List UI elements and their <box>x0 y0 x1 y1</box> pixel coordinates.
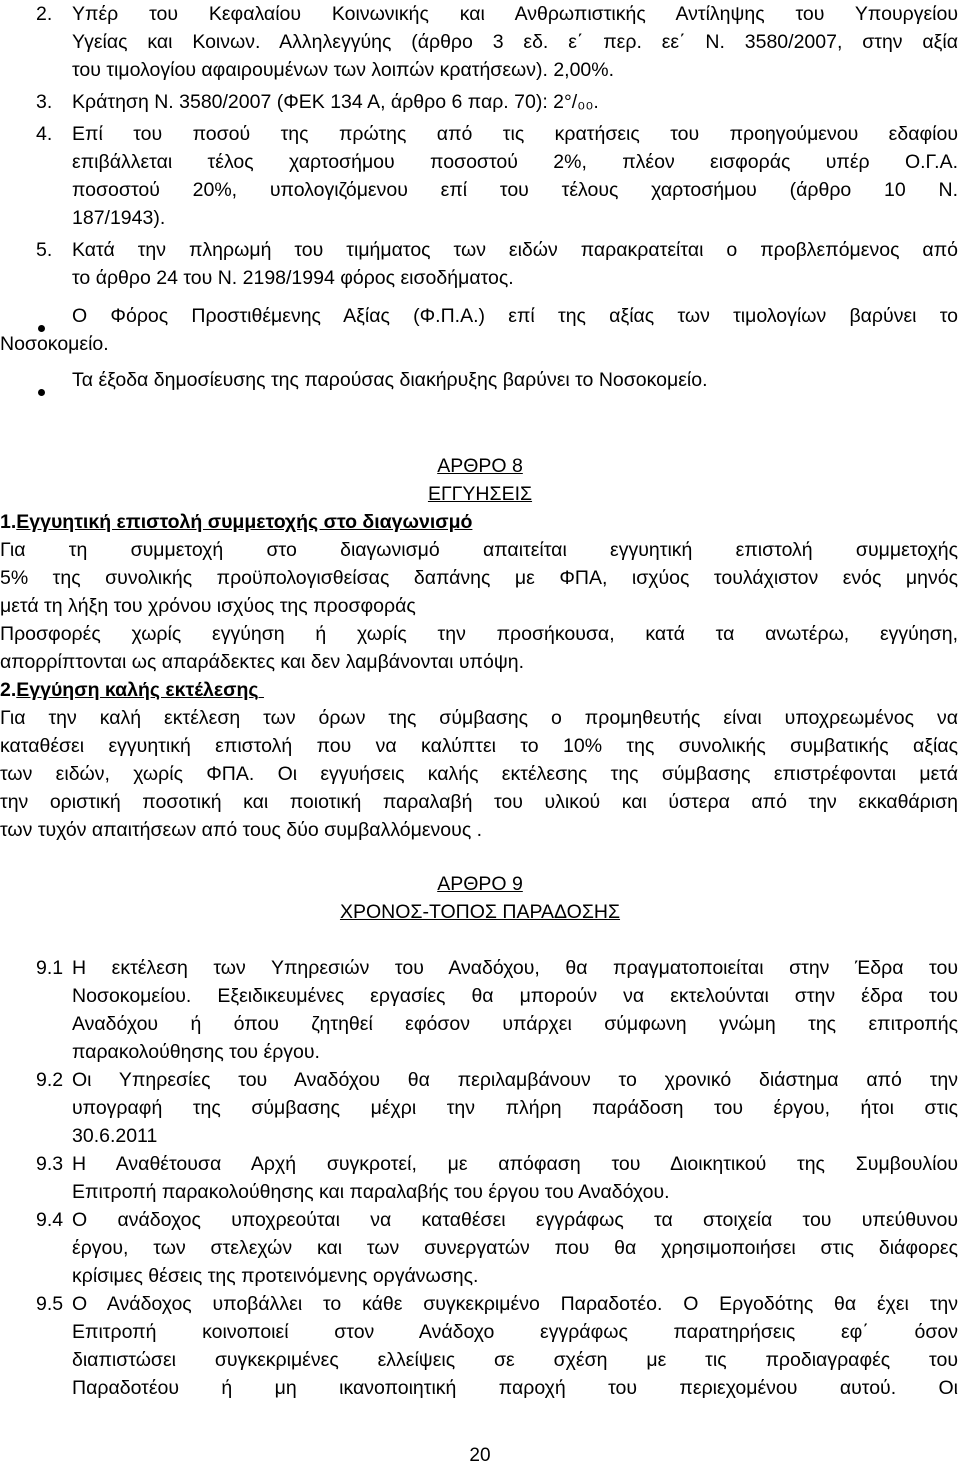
section-1-body <box>0 536 958 676</box>
paragraph-line: Προσφορές χωρίς εγγύηση ή χωρίς την προσήκουσα, κατά τα ανωτέρω, εγγύηση, <box>0 623 958 645</box>
item-line: διαπιστώσει συγκεκριμένες ελλείψεις σε σχέση με τις προδιαγραφές του <box>72 1349 958 1371</box>
item-line: έργου, των στελεχών και των συνεργατών που θα χρησιμοποιήσει στις διάφορες <box>72 1237 958 1259</box>
item-line: επιβάλλεται τέλος χαρτοσήμου ποσοστού 2%, πλέον εισφοράς υπέρ Ο.Γ.Α. <box>72 151 958 173</box>
item-line: κρίσιμες θέσεις της προτεινόμενης οργάνωσης. <box>72 1265 479 1287</box>
bullet-line: Τα έξοδα δημοσίευσης της παρούσας διακήρυξης βαρύνει το Νοσοκομείο. <box>72 369 708 391</box>
item-line: ποσοστού 20%, υπολογιζόμενου επί του τέλους χαρτοσήμου (άρθρο 10 Ν. <box>72 179 958 201</box>
item-number: 2. <box>36 3 53 25</box>
item-number: 4. <box>36 123 53 145</box>
item-line: Ο ανάδοχος υποχρεούται να καταθέσει εγγράφως τα στοιχεία του υπεύθυνου <box>72 1209 958 1231</box>
paragraph-line: απορρίπτονται ως απαράδεκτες και δεν λαμβάνονται υπόψη. <box>0 651 525 673</box>
bullet-line: Ο Φόρος Προστιθέμενης Αξίας (Φ.Π.Α.) επί της αξίας των τιμολογίων βαρύνει το <box>72 305 958 327</box>
section-2-body <box>0 704 958 844</box>
item-line: Κράτηση Ν. 3580/2007 (ΦΕΚ 134 Α, άρθρο 6 παρ. 70): 2°/₀₀. <box>72 91 599 113</box>
paragraph-line: των τυχόν απαιτήσεων από τους δύο συμβαλλόμενους . <box>0 819 483 841</box>
page-number: 20 <box>469 1445 491 1466</box>
section-title: Εγγυητική επιστολή συμμετοχής στο διαγωνισμό <box>16 511 473 533</box>
paragraph-line: Για τη συμμετοχή στο διαγωνισμό απαιτείται εγγυητική επιστολή συμμετοχής <box>0 539 958 561</box>
item-line: Υγείας και Κοινων. Αλληλεγγύης (άρθρο 3 εδ. ε΄ περ. εε΄ Ν. 3580/2007, στην αξία <box>72 31 958 53</box>
item-number: 9.2 <box>36 1069 64 1091</box>
item-number: 9.5 <box>36 1293 64 1315</box>
paragraph-line: Για την καλή εκτέλεση των όρων της σύμβασης ο προμηθευτής είναι υποχρεωμένος να <box>0 707 958 729</box>
item-line: Νοσοκομείου. Εξειδικευμένες εργασίες θα μπορούν να εκτελούνται στην έδρα του <box>72 985 958 1007</box>
item-line: παρακολούθησης του έργου. <box>72 1041 320 1063</box>
article-9-title: ΧΡΟΝΟΣ-ΤΟΠΟΣ ΠΑΡΑΔΟΣΗΣ <box>339 901 621 923</box>
item-line: 187/1943). <box>72 207 166 229</box>
bullet-line: Νοσοκομείο. <box>0 333 109 355</box>
paragraph-line: 5% της συνολικής προϋπολογισθείσας δαπάνης με ΦΠΑ, ισχύος τουλάχιστον ενός μηνός <box>0 567 958 589</box>
item-line: Η εκτέλεση των Υπηρεσιών του Αναδόχου, θα πραγματοποιείται στην Έδρα του <box>72 957 958 979</box>
item-line: Επιτροπή παρακολούθησης και παραλαβής του έργου του Αναδόχου. <box>72 1181 670 1203</box>
item-line: το άρθρο 24 του Ν. 2198/1994 φόρος εισοδήματος. <box>72 267 514 289</box>
item-line: Αναδόχου ή όπου ζητηθεί εφόσον υπάρχει σύμφωνη γνώμη της επιτροπής <box>72 1013 958 1035</box>
article-8-heading: ΑΡΘΡΟ 8 <box>437 455 523 477</box>
item-line: Οι Υπηρεσίες του Αναδόχου θα περιλαμβάνουν το χρονικό διάστημα από την <box>72 1069 958 1091</box>
paragraph-line: μετά τη λήξη του χρόνου ισχύος της προσφοράς <box>0 595 416 617</box>
section-1-heading <box>0 508 958 536</box>
paragraph-line: καταθέσει εγγυητική επιστολή που να καλύπτει το 10% της συνολικής συμβατικής αξίας <box>0 735 958 757</box>
item-number: 5. <box>36 239 53 261</box>
item-line: Επιτροπή κοινοποιεί στον Ανάδοχο εγγράφως παρατηρήσεις εφ΄ όσον <box>72 1321 958 1343</box>
item-line: Παραδοτέου ή μη ικανοποιητική παροχή του περιεχομένου αυτού. Οι <box>72 1377 958 1399</box>
section-number: 2. <box>0 679 17 701</box>
item-line: του τιμολογίου αφαιρουμένων των λοιπών κρατήσεων). 2,00%. <box>72 59 615 81</box>
item-line: Επί του ποσού της πρώτης από τις κρατήσεις του προηγούμενου εδαφίου <box>72 123 958 145</box>
item-line: 30.6.2011 <box>72 1125 158 1147</box>
paragraph-line: των ειδών, χωρίς ΦΠΑ. Οι εγγυήσεις καλής εκτέλεσης της σύμβασης επιστρέφονται μετά <box>0 763 958 785</box>
item-line: Κατά την πληρωμή του τιμήματος των ειδών παρακρατείται ο προβλεπόμενος από <box>72 239 958 261</box>
item-line: υπογραφή της σύμβασης μέχρι την πλήρη παράδοση του έργου, ήτοι στις <box>72 1097 958 1119</box>
item-line: Η Αναθέτουσα Αρχή συγκροτεί, με απόφαση του Διοικητικού της Συμβουλίου <box>72 1153 958 1175</box>
item-number: 9.3 <box>36 1153 64 1175</box>
bullet-dot-icon <box>38 376 45 404</box>
item-line: Υπέρ του Κεφαλαίου Κοινωνικής και Ανθρωπιστικής Αντίληψης του Υπουργείου <box>72 3 958 25</box>
section-title: Εγγύηση καλής εκτέλεσης <box>16 679 259 701</box>
item-number: 9.1 <box>36 957 64 979</box>
item-number: 3. <box>36 91 53 113</box>
article-8-title: ΕΓΓΥΗΣΕΙΣ <box>427 483 533 505</box>
paragraph-line: την οριστική ποσοτική και ποιοτική παραλαβή του υλικού και ύστερα από την εκκαθάριση <box>0 791 958 813</box>
article-9-heading: ΑΡΘΡΟ 9 <box>437 873 523 895</box>
section-number: 1. <box>0 511 17 533</box>
item-line: Ο Ανάδοχος υποβάλλει το κάθε συγκεκριμένο Παραδοτέο. Ο Εργοδότης θα έχει την <box>72 1293 958 1315</box>
section-2-heading <box>0 676 958 704</box>
item-number: 9.4 <box>36 1209 64 1231</box>
